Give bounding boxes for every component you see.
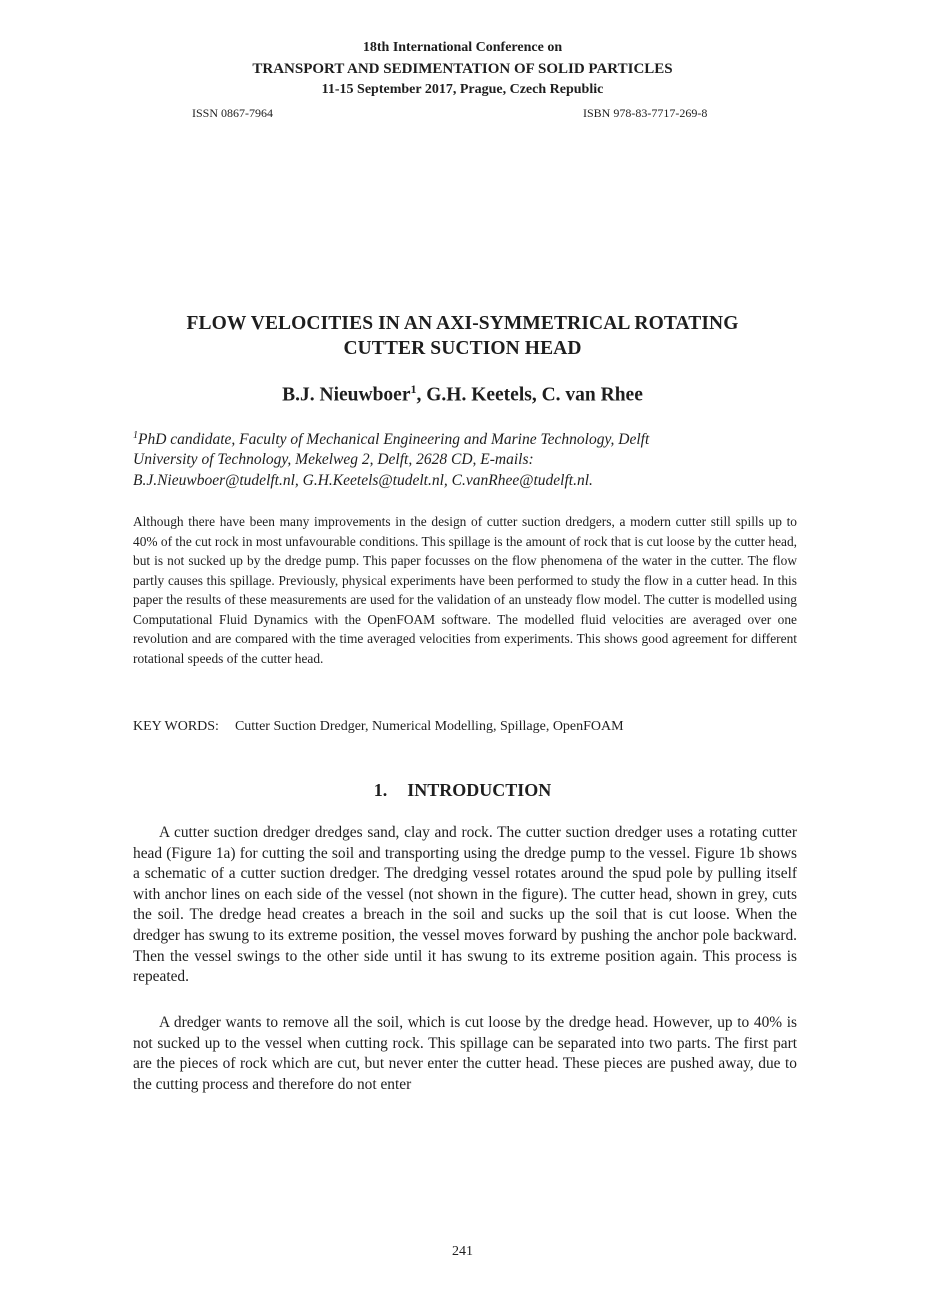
affiliation-text-1: PhD candidate, Faculty of Mechanical Engineering and Marine Technology, Delft <box>138 431 650 449</box>
isbn-number: ISBN 978-83-7717-269-8 <box>583 106 708 120</box>
author-first: B.J. Nieuwboer <box>282 384 411 406</box>
paper-title-line-2: CUTTER SUCTION HEAD <box>343 338 582 359</box>
keywords <box>133 719 624 735</box>
paper-title-line-1: FLOW VELOCITIES IN AN AXI-SYMMETRICAL ROTATING <box>186 313 739 334</box>
affiliation-line-2: University of Technology, Mekelweg 2, Delft, 2628 CD, E-mails: <box>133 451 534 468</box>
abstract: Although there have been many improvements in the design of cutter suction dredgers, a modern cutter still spills up to 40% of the cut rock in most unfavourable conditions. This spillage is the amount of rock that is cut loose by the cutter head, but is not sucked up by the dredge pump. This paper focusses on the flow phenomena of the water in the cutter. The flow partly causes this spillage. Previously, physical experiments have been performed to study the flow in a cutter head. In this paper the results of these measurements are used for the validation of an unsteady flow model. The cutter is modelled using Computational Fluid Dynamics with the OpenFOAM software. The modelled fluid velocities are averaged over one revolution and are compared with the time averaged velocities from experiments. This shows good agreement for different rotational speeds of the cutter head. <box>133 514 797 666</box>
issn-number: ISSN 0867-7964 <box>192 106 274 120</box>
affiliation-emails: B.J.Nieuwboer@tudelft.nl, G.H.Keetels@tudelt.nl, C.vanRhee@tudelft.nl. <box>133 472 593 489</box>
section-title: INTRODUCTION <box>407 780 552 800</box>
keywords-label: KEY WORDS: <box>133 719 219 734</box>
author-others: , G.H. Keetels, C. van Rhee <box>416 384 643 406</box>
intro-paragraph-1: A cutter suction dredger dredges sand, clay and rock. The cutter suction dredger uses a rotating cutter head (Figure 1a) for cutting the soil and transporting using the dredge pump to the vessel. Figure 1b shows a schematic of a cutter suction dredger. The dredging vessel rotates around the spud pole by pulling itself with anchor lines on each side of the vessel (not shown in the figure). The cutter head, shown in grey, cuts the soil. The dredge head creates a breach in the soil and sucks up the soil that is cut loose. When the dredger has swung to its extreme position, the vessel moves forward by pushing the anchor pole backward. Then the vessel swings to the other side until it has swung to its extreme position again. This process is repeated. <box>133 824 797 986</box>
conference-title: TRANSPORT AND SEDIMENTATION OF SOLID PARTICLES <box>252 61 673 77</box>
page-number: 241 <box>452 1244 473 1259</box>
section-number: 1. <box>373 780 388 800</box>
author-list <box>0 382 925 407</box>
affiliation-marker: 1 <box>133 430 138 441</box>
affiliation-line-1 <box>133 430 793 449</box>
conference-name-line: 18th International Conference on <box>362 40 563 55</box>
keywords-list: Cutter Suction Dredger, Numerical Modelling, Spillage, OpenFOAM <box>234 719 624 734</box>
intro-paragraph-2: A dredger wants to remove all the soil, which is cut loose by the dredge head. However, up to 40% is not sucked up to the vessel when cutting rock. This spillage can be separated into two parts. The first part are the pieces of rock which are cut, but never enter the cutter head. These pieces are pushed away, due to the cutting process and therefore do not enter <box>133 1014 797 1093</box>
author-affiliation-marker: 1 <box>410 382 417 396</box>
section-heading <box>0 780 925 801</box>
conference-date-location: 11-15 September 2017, Prague, Czech Republic <box>321 82 604 97</box>
